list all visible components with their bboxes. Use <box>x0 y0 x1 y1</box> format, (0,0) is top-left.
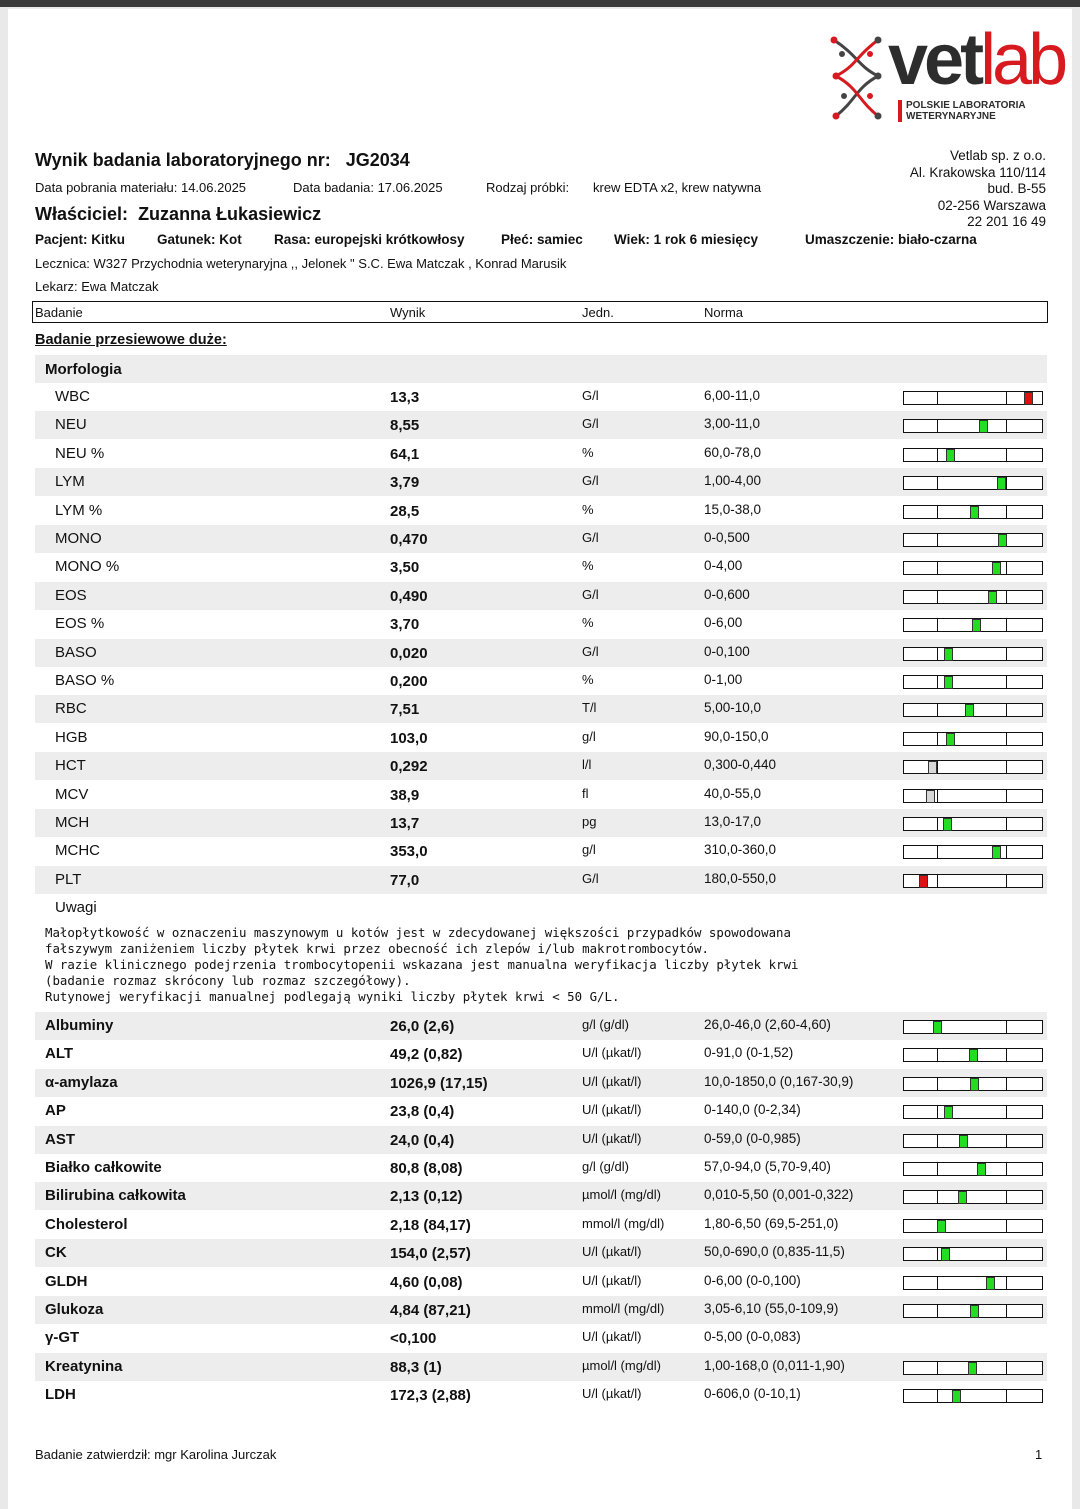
test-norm: 15,0-38,0 <box>704 501 762 517</box>
table-row <box>35 724 1047 752</box>
test-norm: 0,300-0,440 <box>704 757 777 773</box>
test-unit: g/l (g/dl) <box>582 1159 629 1174</box>
test-unit: g/l <box>582 842 596 858</box>
test-result: 353,0 <box>390 843 428 861</box>
table-row <box>35 1381 1047 1409</box>
test-unit: % <box>582 558 594 574</box>
test-unit: µmol/l (mg/dl) <box>582 1357 661 1373</box>
test-unit: U/l (µkat/l) <box>582 1130 642 1146</box>
test-norm: 50,0-690,0 (0,835-11,5) <box>704 1244 845 1260</box>
test-unit: mmol/l (mg/dl) <box>582 1215 665 1231</box>
test-result: 3,70 <box>390 616 420 634</box>
top-bar <box>0 0 1080 7</box>
table-row <box>35 468 1047 496</box>
test-unit: g/l <box>582 728 596 744</box>
owner: Właściciel: Zuzanna Łukasiewicz <box>35 204 322 224</box>
range-marker <box>972 619 981 632</box>
table-row <box>35 809 1047 837</box>
test-unit: % <box>582 501 594 517</box>
test-name: WBC <box>55 388 90 405</box>
range-marker <box>970 1078 979 1091</box>
table-row <box>35 1239 1047 1267</box>
test-name: ALT <box>45 1045 74 1063</box>
test-result: 49,2 (0,82) <box>390 1046 463 1064</box>
range-indicator <box>903 1190 1043 1204</box>
test-result: 0,470 <box>390 531 428 548</box>
range-marker <box>970 1305 979 1318</box>
range-indicator <box>903 533 1043 547</box>
test-name: Bilirubina całkowita <box>45 1187 186 1205</box>
test-unit: G/l <box>582 643 599 659</box>
test-norm: 40,0-55,0 <box>704 785 762 801</box>
test-norm: 0-4,00 <box>704 558 743 574</box>
test-norm: 3,00-11,0 <box>704 416 761 432</box>
test-unit: U/l (µkat/l) <box>582 1102 642 1118</box>
test-name: EOS % <box>55 615 105 633</box>
range-indicator <box>903 1276 1043 1290</box>
dna-icon <box>828 36 886 120</box>
remarks-label: Uwagi <box>55 899 97 916</box>
test-name: BASO % <box>55 672 115 689</box>
table-row <box>35 1211 1047 1239</box>
range-indicator <box>903 703 1043 717</box>
test-norm: 1,00-4,00 <box>704 473 762 489</box>
col-test: Badanie <box>35 305 83 320</box>
test-name: α-amylaza <box>45 1073 118 1091</box>
range-marker <box>941 1248 950 1261</box>
approved-by: Badanie zatwierdził: mgr Karolina Jurczak <box>35 1447 277 1462</box>
col-norm: Norma <box>704 305 744 320</box>
test-norm: 1,80-6,50 (69,5-251,0) <box>704 1215 839 1231</box>
range-marker <box>1024 392 1033 405</box>
test-result: 154,0 (2,57) <box>390 1245 471 1263</box>
test-norm: 3,05-6,10 (55,0-109,9) <box>704 1301 839 1316</box>
range-indicator <box>903 1162 1043 1176</box>
test-name: AST <box>45 1130 75 1148</box>
range-indicator <box>903 1247 1043 1261</box>
range-indicator <box>903 1077 1043 1091</box>
test-norm: 0-606,0 (0-10,1) <box>704 1386 801 1402</box>
range-marker <box>933 1021 942 1034</box>
table-row <box>35 1268 1047 1296</box>
table-row <box>35 553 1047 581</box>
range-marker <box>968 1362 977 1375</box>
range-marker <box>944 676 953 689</box>
test-result: 3,79 <box>390 474 420 492</box>
range-marker <box>970 506 979 519</box>
test-norm: 0-0,600 <box>704 586 750 602</box>
range-indicator <box>903 419 1043 433</box>
test-unit: U/l (µkat/l) <box>582 1073 642 1089</box>
test-name: CK <box>45 1244 67 1262</box>
test-result: 24,0 (0,4) <box>390 1131 455 1149</box>
test-unit: G/l <box>582 530 599 545</box>
test-unit: l/l <box>582 757 592 773</box>
test-name: HCT <box>55 757 86 775</box>
range-indicator <box>903 476 1043 490</box>
range-indicator <box>903 647 1043 661</box>
range-indicator <box>903 760 1043 774</box>
test-name: LDH <box>45 1386 76 1404</box>
range-indicator <box>903 817 1043 831</box>
table-row <box>35 383 1047 411</box>
table-row <box>35 440 1047 468</box>
test-norm: 90,0-150,0 <box>704 728 769 744</box>
test-unit: pg <box>582 814 597 829</box>
patient-sex: Płeć: samiec <box>501 232 583 247</box>
range-indicator <box>903 618 1043 632</box>
test-norm: 0-0,100 <box>704 643 750 659</box>
lab-address: Vetlab sp. z o.o. Al. Krakowska 110/114 bud. B-55 02-256 Warszawa 22 201 16 49 <box>909 148 1046 229</box>
range-indicator <box>903 590 1043 604</box>
range-marker <box>959 1135 968 1148</box>
test-norm: 0-6,00 <box>704 615 743 631</box>
test-name: MCHC <box>55 842 100 860</box>
table-row <box>35 837 1047 865</box>
test-result: 77,0 <box>390 871 420 889</box>
test-result: 1026,9 (17,15) <box>390 1074 488 1092</box>
test-norm: 10,0-1850,0 (0,167-30,9) <box>704 1073 854 1089</box>
test-norm: 26,0-46,0 (2,60-4,60) <box>704 1017 831 1032</box>
test-norm: 0-0,500 <box>704 530 750 545</box>
table-row <box>35 525 1047 553</box>
table-row <box>35 781 1047 809</box>
range-marker <box>944 1106 953 1119</box>
test-result: <0,100 <box>390 1330 437 1348</box>
patient-breed: Rasa: europejski krótkowłosy <box>274 232 465 247</box>
test-result: 26,0 (2,6) <box>390 1018 455 1035</box>
test-result: 4,60 (0,08) <box>390 1273 463 1291</box>
range-marker <box>979 420 988 433</box>
range-indicator <box>903 505 1043 519</box>
test-norm: 180,0-550,0 <box>704 870 777 886</box>
table-row <box>35 1040 1047 1068</box>
page-number: 1 <box>1035 1447 1043 1462</box>
table-row <box>35 1182 1047 1210</box>
test-norm: 0,010-5,50 (0,001-0,322) <box>704 1187 854 1203</box>
range-indicator <box>903 675 1043 689</box>
table-row <box>35 639 1047 667</box>
test-result: 23,8 (0,4) <box>390 1103 455 1121</box>
range-marker <box>969 1049 978 1062</box>
test-norm: 6,00-11,0 <box>704 388 761 403</box>
range-indicator <box>903 845 1043 859</box>
range-marker <box>919 875 928 888</box>
range-marker <box>926 790 935 803</box>
sample-type-value: krew EDTA x2, krew natywna <box>593 180 762 195</box>
test-result: 13,3 <box>390 389 420 406</box>
test-name: Glukoza <box>45 1301 104 1318</box>
test-norm: 0-140,0 (0-2,34) <box>704 1102 801 1118</box>
range-marker <box>965 704 974 717</box>
test-name: AP <box>45 1102 66 1120</box>
test-result: 172,3 (2,88) <box>390 1387 471 1405</box>
test-name: MCH <box>55 814 90 831</box>
doctor: Lekarz: Ewa Matczak <box>35 279 159 294</box>
test-name: Kreatynina <box>45 1357 123 1375</box>
section-title: Badanie przesiewowe duże: <box>35 332 227 348</box>
range-marker <box>944 648 953 661</box>
range-indicator <box>903 1219 1043 1233</box>
range-indicator <box>903 561 1043 575</box>
test-unit: % <box>582 444 594 460</box>
test-unit: µmol/l (mg/dl) <box>582 1187 661 1203</box>
test-unit: U/l (µkat/l) <box>582 1244 642 1260</box>
table-row <box>35 1324 1047 1352</box>
test-name: HGB <box>55 728 88 746</box>
test-result: 0,292 <box>390 758 428 776</box>
range-marker <box>997 477 1006 490</box>
test-name: GLDH <box>45 1272 88 1290</box>
test-unit: G/l <box>582 870 599 886</box>
test-result: 2,18 (84,17) <box>390 1216 471 1234</box>
range-indicator <box>903 448 1043 462</box>
range-marker <box>977 1163 986 1176</box>
patient-species: Gatunek: Kot <box>157 232 242 247</box>
test-result: 64,1 <box>390 445 420 463</box>
test-result: 8,55 <box>390 417 420 435</box>
range-indicator <box>903 1304 1043 1318</box>
test-unit: G/l <box>582 473 599 489</box>
report-number: JG2034 <box>345 150 410 170</box>
test-norm: 0-59,0 (0-0,985) <box>704 1130 801 1146</box>
test-name: MONO <box>55 530 102 547</box>
range-marker <box>943 818 952 831</box>
vetlab-logo <box>828 20 1065 125</box>
group-header-morphology: Morfologia <box>35 355 1047 383</box>
range-indicator <box>903 1105 1043 1119</box>
test-unit: fl <box>582 785 589 801</box>
test-name: EOS <box>55 586 87 604</box>
sample-type-label: Rodzaj próbki: <box>486 180 570 195</box>
test-unit: % <box>582 672 594 687</box>
test-name: RBC <box>55 700 87 718</box>
test-unit: G/l <box>582 388 599 403</box>
table-row <box>35 1154 1047 1182</box>
range-marker <box>992 846 1001 859</box>
range-marker <box>988 591 997 604</box>
range-marker <box>937 1220 946 1233</box>
patient-age: Wiek: 1 rok 6 miesięcy <box>614 232 758 247</box>
table-row <box>35 752 1047 780</box>
test-name: NEU <box>55 416 87 434</box>
range-indicator <box>903 1361 1043 1375</box>
range-marker <box>998 534 1007 547</box>
table-row <box>35 866 1047 894</box>
test-result: 7,51 <box>390 701 420 719</box>
test-norm: 57,0-94,0 (5,70-9,40) <box>704 1159 831 1174</box>
clinic: Lecznica: W327 Przychodnia weterynaryjna ,, Jelonek " S.C. Ewa Matczak , Konrad Marusik <box>35 256 567 271</box>
test-result: 4,84 (87,21) <box>390 1302 471 1319</box>
table-row <box>35 1353 1047 1381</box>
remarks-text: Małopłytkowość w oznaczeniu maszynowym u kotów jest w zdecydowanej większości przypadków spowodowana fałszywym zaniżeniem liczby płytek krwi przez obecność ich zlepów i/lub makrotrombocytów. W razie klinicznego podejrzenia trombocytopenii wskazana jest manualna weryfikacja liczby płytek krwi (badanie rozmaz skrócony lub rozmaz szczegółowy). Rutynowej weryfikacji manualnej podlegają wyniki liczby płytek krwi < 50 G/L. <box>45 925 799 1004</box>
logo-wordmark: vetlab <box>888 20 1065 100</box>
test-name: MCV <box>55 785 89 803</box>
test-result: 88,3 (1) <box>390 1358 442 1376</box>
patient-name: Pacjent: Kitku <box>35 232 126 247</box>
table-row <box>35 1012 1047 1040</box>
test-name: Albuminy <box>45 1017 114 1034</box>
range-marker <box>958 1191 967 1204</box>
test-norm: 0-6,00 (0-0,100) <box>704 1272 801 1288</box>
report-title: Wynik badania laboratoryjnego nr: JG2034 <box>35 150 410 170</box>
test-result: 13,7 <box>390 815 420 832</box>
collection-date: Data pobrania materiału: 14.06.2025 <box>35 180 247 195</box>
test-norm: 5,00-10,0 <box>704 700 762 716</box>
test-unit: mmol/l (mg/dl) <box>582 1301 665 1316</box>
test-norm: 0-1,00 <box>704 672 743 687</box>
test-name: Cholesterol <box>45 1215 128 1233</box>
test-result: 38,9 <box>390 786 420 804</box>
test-unit: g/l (g/dl) <box>582 1017 629 1032</box>
table-row <box>35 1069 1047 1097</box>
test-norm: 1,00-168,0 (0,011-1,90) <box>704 1357 845 1373</box>
range-indicator <box>903 1389 1043 1403</box>
test-name: γ-GT <box>45 1329 80 1347</box>
test-result: 103,0 <box>390 729 428 747</box>
test-result: 28,5 <box>390 502 420 520</box>
test-norm: 60,0-78,0 <box>704 444 762 460</box>
test-norm: 13,0-17,0 <box>704 814 762 829</box>
table-row <box>35 1296 1047 1324</box>
range-indicator <box>903 874 1043 888</box>
test-unit: U/l (µkat/l) <box>582 1272 642 1288</box>
range-marker <box>928 761 937 774</box>
test-unit: % <box>582 615 594 631</box>
test-unit: G/l <box>582 416 599 432</box>
patient-coat: Umaszczenie: biało-czarna <box>805 232 977 247</box>
table-row <box>35 695 1047 723</box>
test-result: 0,020 <box>390 644 428 662</box>
column-header <box>32 301 1048 323</box>
range-indicator <box>903 789 1043 803</box>
table-row <box>35 582 1047 610</box>
logo-subtitle: POLSKIE LABORATORIA WETERYNARYJNE <box>898 100 1026 122</box>
test-norm: 0-5,00 (0-0,083) <box>704 1329 801 1345</box>
test-name: NEU % <box>55 444 105 462</box>
test-result: 80,8 (8,08) <box>390 1160 463 1177</box>
test-norm: 0-91,0 (0-1,52) <box>704 1045 794 1061</box>
table-row <box>35 667 1047 695</box>
exam-date: Data badania: 17.06.2025 <box>293 180 443 195</box>
col-result: Wynik <box>390 305 426 320</box>
range-indicator <box>903 732 1043 746</box>
range-indicator <box>903 391 1043 405</box>
test-unit: U/l (µkat/l) <box>582 1329 642 1345</box>
test-name: PLT <box>55 870 82 888</box>
range-marker <box>952 1390 961 1403</box>
test-result: 3,50 <box>390 559 420 577</box>
test-result: 0,200 <box>390 673 428 690</box>
table-row <box>35 497 1047 525</box>
test-name: MONO % <box>55 558 120 576</box>
table-row <box>35 1126 1047 1154</box>
test-name: LYM <box>55 473 85 491</box>
test-norm: 310,0-360,0 <box>704 842 777 858</box>
range-marker <box>986 1277 995 1290</box>
table-row <box>35 1097 1047 1125</box>
col-unit: Jedn. <box>582 305 614 320</box>
test-unit: G/l <box>582 586 599 602</box>
range-indicator <box>903 1020 1043 1034</box>
range-indicator <box>903 1134 1043 1148</box>
test-result: 2,13 (0,12) <box>390 1188 463 1206</box>
test-name: BASO <box>55 643 97 661</box>
range-indicator <box>903 1048 1043 1062</box>
test-name: LYM % <box>55 501 103 519</box>
test-result: 0,490 <box>390 587 428 605</box>
test-unit: U/l (µkat/l) <box>582 1386 642 1402</box>
table-row <box>35 411 1047 439</box>
test-unit: U/l (µkat/l) <box>582 1045 642 1061</box>
table-row <box>35 610 1047 638</box>
test-name: Białko całkowite <box>45 1159 162 1176</box>
range-marker <box>946 733 955 746</box>
range-marker <box>992 562 1001 575</box>
range-marker <box>946 449 955 462</box>
test-unit: T/l <box>582 700 597 716</box>
